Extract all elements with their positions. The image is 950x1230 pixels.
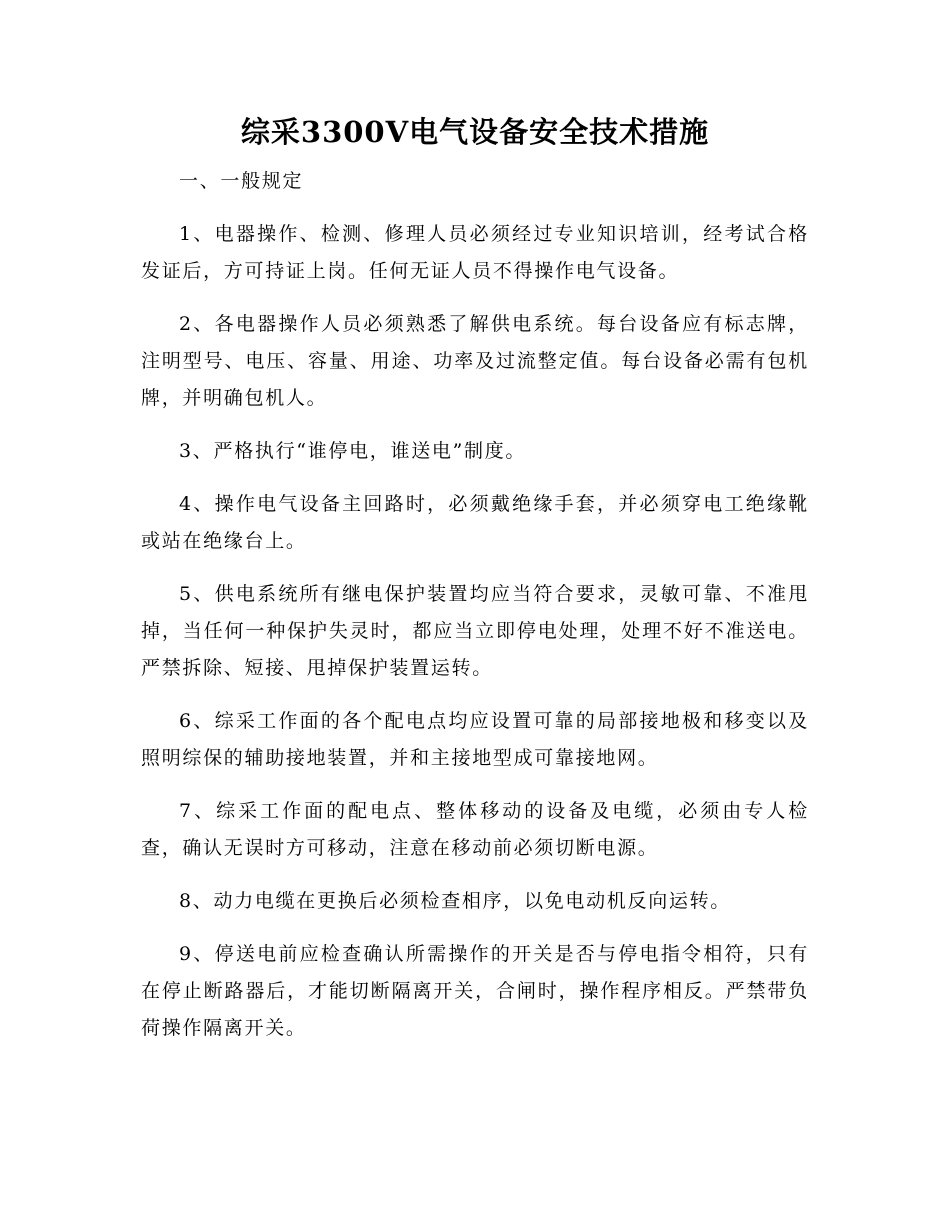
section-heading: 一、一般规定 bbox=[179, 170, 304, 192]
paragraph-6: 6、综采工作面的各个配电点均应设置可靠的局部接地极和移变以及照明综保的辅助接地装置，并和主接地型成可靠接地网。 bbox=[141, 710, 809, 769]
paragraph-5: 5、供电系统所有继电保护装置均应当符合要求，灵敏可靠、不准甩掉，当任何一种保护失灵时，都应当立即停电处理，处理不好不准送电。严禁拆除、短接、甩掉保护装置运转。 bbox=[141, 583, 809, 679]
document-title: 综采3300V电气设备安全技术措施 bbox=[240, 115, 710, 149]
document-body bbox=[141, 163, 809, 1063]
paragraph-3: 3、严格执行“谁停电，谁送电”制度。 bbox=[179, 440, 527, 462]
paragraph-1: 1、电器操作、检测、修理人员必须经过专业知识培训，经考试合格发证后，方可持证上岗。任何无证人员不得操作电气设备。 bbox=[141, 223, 809, 282]
paragraph-2: 2、各电器操作人员必须熟悉了解供电系统。每台设备应有标志牌，注明型号、电压、容量、用途、功率及过流整定值。每台设备必需有包机牌，并明确包机人。 bbox=[141, 313, 809, 409]
paragraph-4: 4、操作电气设备主回路时，必须戴绝缘手套，并必须穿电工绝缘靴或站在绝缘台上。 bbox=[141, 493, 809, 552]
paragraph-9: 9、停送电前应检查确认所需操作的开关是否与停电指令相符，只有在停止断路器后，才能切断隔离开关，合闸时，操作程序相反。严禁带负荷操作隔离开关。 bbox=[141, 943, 809, 1039]
paragraph-7: 7、综采工作面的配电点、整体移动的设备及电缆，必须由专人检查，确认无误时方可移动，注意在移动前必须切断电源。 bbox=[141, 800, 809, 859]
paragraph-8: 8、动力电缆在更换后必须检查相序，以免电动机反向运转。 bbox=[179, 890, 731, 912]
